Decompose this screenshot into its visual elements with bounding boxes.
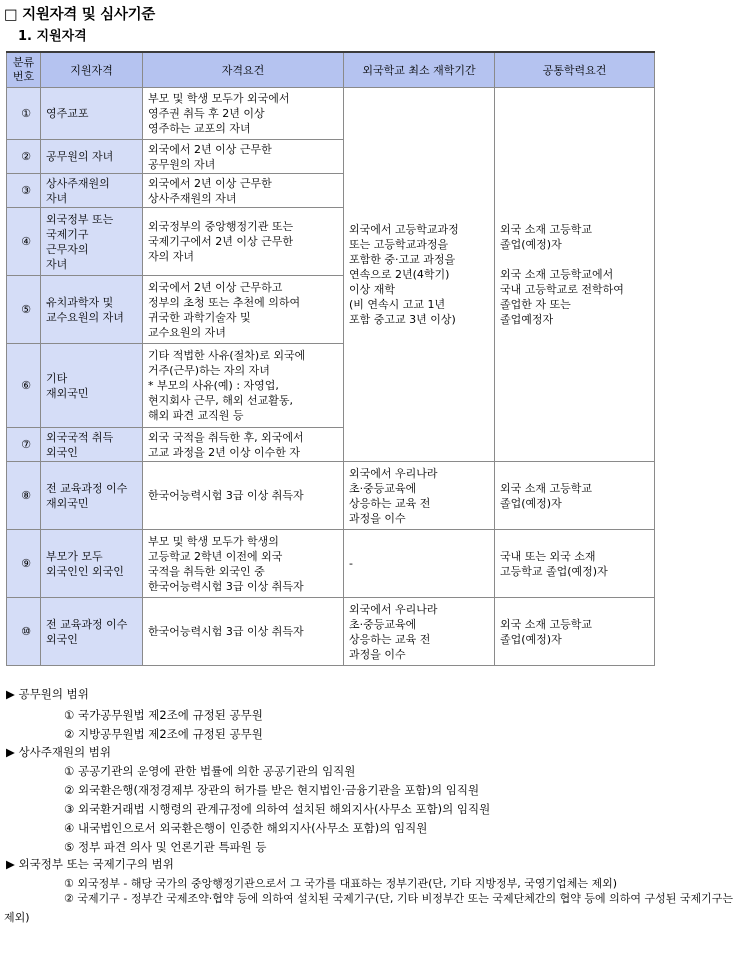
section-subtitle: 1. 지원자격 [18, 29, 87, 44]
note-company-item: ② 외국환은행(재정경제부 장관의 허가를 받은 현지법인·금융기관을 포함)의 임직원 [64, 783, 480, 797]
row-requirement: 외국 국적을 취득한 후, 외국에서 고교 과정을 2년 이상 이수한 자 [143, 428, 344, 462]
row-common-requirement: 외국 소재 고등학교 졸업(예정)자 [495, 598, 655, 666]
row-number: ⑥ [7, 344, 41, 428]
row-qualification: 상사주재원의 자녀 [41, 174, 143, 208]
row-common-requirement: 외국 소재 고등학교 졸업(예정)자 [495, 462, 655, 530]
row-number: ⑩ [7, 598, 41, 666]
header-study-period: 외국학교 최소 재학기간 [344, 52, 495, 88]
table-header-row [7, 52, 655, 88]
eligibility-table [6, 51, 655, 666]
row-number: ⑧ [7, 462, 41, 530]
row-qualification: 외국국적 취득 외국인 [41, 428, 143, 462]
table-row [7, 88, 655, 140]
row-number: ③ [7, 174, 41, 208]
note-intl-item: ② 국제기구 - 정부간 국제조약·협약 등에 의하여 설치된 국제기구(단, 기타 비정부간 또는 국제단체간의 협약 등에 의하여 구성된 국제기구는 제외) [4, 892, 733, 924]
note-company-title: ▶ 상사주재원의 범위 [6, 745, 112, 759]
row-qualification: 유치과학자 및 교수요원의 자녀 [41, 276, 143, 344]
row-number: ⑨ [7, 530, 41, 598]
row-study-period: - [344, 530, 495, 598]
row-requirement: 외국에서 2년 이상 근무하고 정부의 초청 또는 추천에 의하여 귀국한 과학기술자 및 교수요원의 자녀 [143, 276, 344, 344]
row-qualification: 전 교육과정 이수 재외국민 [41, 462, 143, 530]
note-company-item: ③ 외국환거래법 시행령의 관계규정에 의하여 설치된 해외지사(사무소 포함)의 임직원 [64, 802, 491, 816]
header-number [7, 52, 41, 88]
row-requirement: 한국어능력시험 3급 이상 취득자 [143, 462, 344, 530]
row-number: ② [7, 140, 41, 174]
row-requirement: 외국에서 2년 이상 근무한 공무원의 자녀 [143, 140, 344, 174]
table-row [7, 598, 655, 666]
merged-study-period: 외국에서 고등학교과정 또는 고등학교과정을 포함한 중·고교 과정을 연속으로 2년(4학기) 이상 재학 (비 연속시 고교 1년 포함 중고교 3년 이상) [344, 88, 495, 462]
note-company-item: ④ 내국법인으로서 외국환은행이 인증한 해외지사(사무소 포함)의 임직원 [64, 821, 428, 835]
header-requirement: 자격요건 [143, 52, 344, 88]
row-qualification: 공무원의 자녀 [41, 140, 143, 174]
row-requirement: 기타 적법한 사유(절차)로 외국에 거주(근무)하는 자의 자녀 * 부모의 사유(예) : 자영업, 현지회사 근무, 해외 선교활동, 해외 파견 교직원 등 [143, 344, 344, 428]
note-company-item: ⑤ 정부 파견 의사 및 언론기관 특파원 등 [64, 840, 267, 854]
header-common-requirement: 공통학력요건 [495, 52, 655, 88]
row-common-requirement: 국내 또는 외국 소재 고등학교 졸업(예정)자 [495, 530, 655, 598]
row-number: ④ [7, 208, 41, 276]
row-requirement: 부모 및 학생 모두가 외국에서 영주권 취득 후 2년 이상 영주하는 교포의 자녀 [143, 88, 344, 140]
row-qualification: 기타 재외국민 [41, 344, 143, 428]
note-intl-title: ▶ 외국정부 또는 국제기구의 범위 [6, 857, 174, 871]
merged-common-requirement: 외국 소재 고등학교 졸업(예정)자 외국 소재 고등학교에서 국내 고등학교로 전학하여 졸업한 자 또는 졸업예정자 [495, 88, 655, 462]
note-public-official-item: ② 지방공무원법 제2조에 규정된 공무원 [64, 727, 263, 741]
section-title: □ 지원자격 및 심사기준 [4, 7, 156, 23]
note-intl-item: ① 외국정부 - 해당 국가의 중앙행정기관으로서 그 국가를 대표하는 정부기관(단, 기타 지방정부, 국영기업체는 제외) [64, 877, 618, 890]
row-study-period: 외국에서 우리나라 초·중등교육에 상응하는 교육 전 과정을 이수 [344, 598, 495, 666]
row-qualification: 외국정부 또는 국제기구 근무자의 자녀 [41, 208, 143, 276]
row-requirement: 부모 및 학생 모두가 학생의 고등학교 2학년 이전에 외국 국적을 취득한 외국인 중 한국어능력시험 3급 이상 취득자 [143, 530, 344, 598]
table-row [7, 530, 655, 598]
note-company-item: ① 공공기관의 운영에 관한 법률에 의한 공공기관의 임직원 [64, 764, 356, 778]
row-number: ① [7, 88, 41, 140]
header-number-label: 분류 번호 [12, 56, 35, 83]
row-requirement: 한국어능력시험 3급 이상 취득자 [143, 598, 344, 666]
row-study-period: 외국에서 우리나라 초·중등교육에 상응하는 교육 전 과정을 이수 [344, 462, 495, 530]
row-qualification: 영주교포 [41, 88, 143, 140]
row-requirement: 외국에서 2년 이상 근무한 상사주재원의 자녀 [143, 174, 344, 208]
note-public-official-item: ① 국가공무원법 제2조에 규정된 공무원 [64, 708, 263, 722]
header-qualification: 지원자격 [41, 52, 143, 88]
table-row [7, 462, 655, 530]
row-number: ⑦ [7, 428, 41, 462]
row-qualification: 전 교육과정 이수 외국인 [41, 598, 143, 666]
row-qualification: 부모가 모두 외국인인 외국인 [41, 530, 143, 598]
note-public-official-title: ▶ 공무원의 범위 [6, 687, 89, 701]
row-requirement: 외국정부의 중앙행정기관 또는 국제기구에서 2년 이상 근무한 자의 자녀 [143, 208, 344, 276]
row-number: ⑤ [7, 276, 41, 344]
